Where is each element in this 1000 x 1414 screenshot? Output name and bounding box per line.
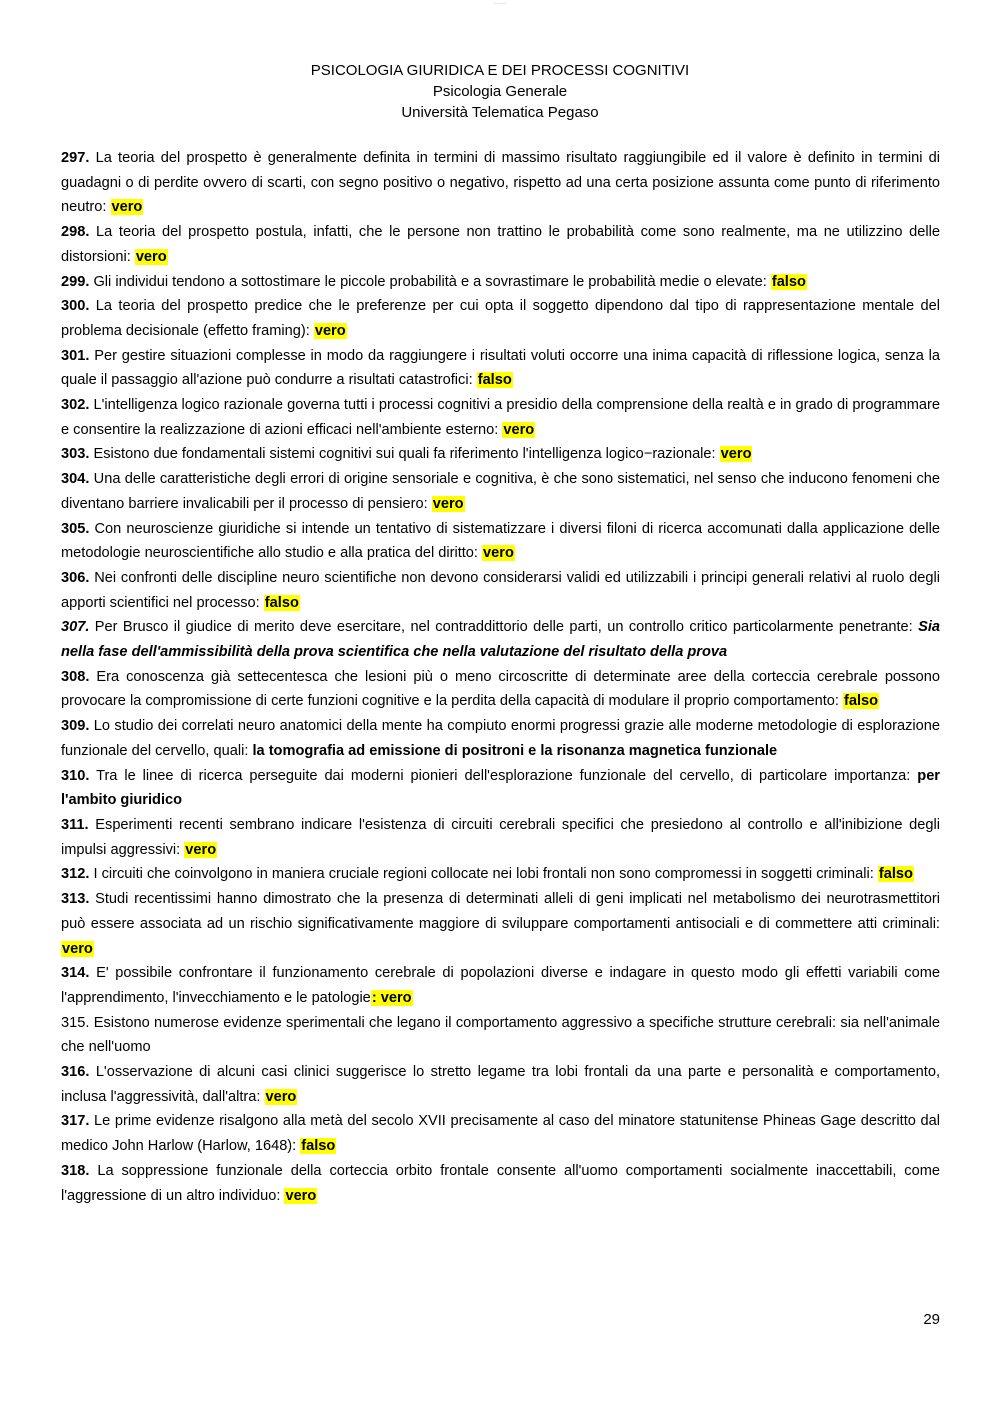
highlighted-answer: vero bbox=[432, 495, 464, 512]
question-number: 307. bbox=[61, 619, 90, 636]
question-item bbox=[61, 1159, 940, 1208]
highlighted-answer: falso bbox=[477, 372, 512, 389]
question-text: Gli individui tendono a sottostimare le piccole probabilità e a sovrastimare le probabilità medie o elevate: bbox=[89, 273, 771, 290]
highlighted-answer: : vero bbox=[371, 989, 412, 1006]
question-number: 311. bbox=[61, 816, 89, 833]
page-number: 29 bbox=[923, 1311, 940, 1328]
highlighted-answer: falso bbox=[878, 866, 913, 883]
document-header bbox=[0, 60, 1000, 123]
highlighted-answer: vero bbox=[720, 446, 752, 463]
question-item bbox=[61, 1011, 940, 1060]
question-number: 308. bbox=[61, 668, 90, 685]
question-item bbox=[61, 615, 940, 664]
question-number: 299. bbox=[61, 273, 90, 290]
question-number: 297. bbox=[61, 150, 90, 166]
question-list bbox=[61, 146, 940, 1208]
question-item bbox=[61, 294, 940, 343]
question-text: La teoria del prospetto predice che le preferenze per cui opta il soggetto dipendono dal tipo di rappresentazione mentale del problema decisionale (effetto framing): bbox=[61, 298, 940, 339]
question-text: Esistono numerose evidenze sperimentali che legano il comportamento aggressivo a specifiche strutture cerebrali: sia nell'animale che nell'uomo bbox=[61, 1014, 940, 1056]
question-text: I circuiti che coinvolgono in maniera cruciale regioni collocate nei lobi frontali non sono compromessi in soggetti criminali: bbox=[89, 866, 878, 883]
highlighted-answer: vero bbox=[135, 248, 167, 265]
highlighted-answer: falso bbox=[771, 273, 806, 290]
highlighted-answer: vero bbox=[285, 1187, 317, 1204]
question-text: Con neuroscienze giuridiche si intende un tentativo di sistematizzare i diversi filoni di ricerca accomunati dalla applicazione delle metodologie neuroscientifiche allo studio e alla pratica del diritto: bbox=[61, 520, 940, 562]
question-text: Lo studio dei correlati neuro anatomici della mente ha compiuto enormi progressi grazie alle moderne metodologie di esplorazione funzionale del cervello, quali: bbox=[61, 718, 940, 759]
top-mark: — —— bbox=[493, 0, 507, 5]
question-item bbox=[61, 887, 940, 961]
question-number: 305. bbox=[61, 520, 90, 537]
question-number: 302. bbox=[61, 397, 90, 414]
question-number: 301. bbox=[61, 347, 90, 364]
question-text: L'intelligenza logico razionale governa tutti i processi cognitivi a presidio della comprensione della realtà e in grado di programmare e consentire la realizzazione di azioni efficaci nell'ambiente esterno: bbox=[61, 397, 940, 438]
university-name: Università Telematica Pegaso bbox=[401, 104, 599, 121]
question-item bbox=[61, 862, 940, 887]
question-text: Esistono due fondamentali sistemi cognitivi sui quali fa riferimento l'intelligenza logico−razionale: bbox=[89, 446, 720, 463]
question-number: 310. bbox=[61, 767, 90, 784]
question-number: 318. bbox=[61, 1162, 90, 1179]
question-text: Per gestire situazioni complesse in modo da raggiungere i risultati voluti occorre una inima capacità di riflessione logica, senza la quale il passaggio all'azione può condurre a risultati catastrofici: bbox=[61, 347, 940, 389]
question-item bbox=[61, 442, 940, 467]
question-number: 314. bbox=[61, 965, 90, 982]
question-number: 303. bbox=[61, 446, 90, 463]
question-text: Una delle caratteristiche degli errori di origine sensoriale e cognitiva, è che sono sistematici, nel senso che inducono fenomeni che diventano barriere invalicabili per il processo di pensiero: bbox=[61, 471, 940, 512]
question-number: 312. bbox=[61, 866, 90, 883]
highlighted-answer: falso bbox=[843, 693, 879, 710]
question-item bbox=[61, 1109, 940, 1158]
question-text: Studi recentissimi hanno dimostrato che la presenza di determinati alleli di geni implicati nel metabolismo dei neurotrasmettitori può essere associata ad un rischio significativamente maggiore di sviluppare comportamenti antisociali e di commettere atti criminali: bbox=[61, 891, 940, 932]
question-number: 304. bbox=[61, 471, 90, 488]
question-text: La teoria del prospetto postula, infatti, che le persone non trattino le probabilità come sono realmente, ma ne utilizzino delle distorsioni: bbox=[61, 224, 940, 265]
question-text: Tra le linee di ricerca perseguite dai moderni pionieri dell'esplorazione funzionale del cervello, di particolare importanza: bbox=[89, 767, 918, 784]
answer-text: la tomografia ad emissione di positroni e la risonanza magnetica funzionale bbox=[252, 742, 778, 759]
question-number: 317. bbox=[61, 1113, 90, 1130]
highlighted-answer: vero bbox=[111, 199, 143, 216]
question-item bbox=[61, 764, 940, 813]
question-number: 306. bbox=[61, 569, 90, 586]
question-text: Le prime evidenze risalgono alla metà del secolo XVII precisamente al caso del minatore statunitense Phineas Gage descritto dal medico John Harlow (Harlow, 1648): bbox=[61, 1113, 940, 1155]
highlighted-answer: vero bbox=[503, 421, 535, 438]
highlighted-answer: falso bbox=[264, 594, 299, 611]
question-text: La teoria del prospetto è generalmente definita in termini di massimo risultato raggiungibile ed il valore è definito in termini di guadagni o di perdite ovvero di scarti, con segno positivo o negativo, rispetto ad una certa posizione assunta come punto di riferimento neutro: bbox=[61, 150, 940, 216]
question-number: 298. bbox=[61, 224, 90, 241]
question-text: Nei confronti delle discipline neuro scientifiche non devono considerarsi validi ed utilizzabili i principi generali relativi al ruolo degli apporti scientifici nel processo: bbox=[61, 569, 940, 611]
question-number: 300. bbox=[61, 298, 90, 315]
question-text: E' possibile confrontare il funzionamento cerebrale di popolazioni diverse e indagare in questo modo gli effetti variabili come l'apprendimento, l'invecchiamento e le patologie bbox=[61, 965, 940, 1006]
question-item bbox=[61, 467, 940, 516]
highlighted-answer: falso bbox=[301, 1138, 336, 1155]
question-text: Era conoscenza già settecentesca che lesioni più o meno circoscritte di determinate aree della corteccia cerebrale possono provocare la compromissione di certe funzioni cognitive e la perdita della capacità di modulare il proprio comportamento: bbox=[61, 668, 940, 710]
question-item bbox=[61, 961, 940, 1010]
question-item bbox=[61, 665, 940, 714]
question-number: 316. bbox=[61, 1064, 90, 1081]
highlighted-answer: vero bbox=[314, 322, 346, 339]
answer-text: Sia nella fase dell'ammissibilità della prova scientifica che nella valutazione del risultato della prova bbox=[61, 619, 940, 661]
question-number: 315. bbox=[61, 1014, 90, 1031]
question-item bbox=[61, 813, 940, 862]
question-item bbox=[61, 270, 940, 295]
highlighted-answer: vero bbox=[265, 1088, 297, 1105]
question-text: Per Brusco il giudice di merito deve esercitare, nel contraddittorio delle parti, un controllo critico particolarmente penetrante: bbox=[89, 619, 919, 636]
question-item bbox=[61, 566, 940, 615]
subject-title: Psicologia Generale bbox=[432, 83, 568, 100]
question-text: Esperimenti recenti sembrano indicare l'esistenza di circuiti cerebrali specifici che presiedono al controllo e all'inibizione degli impulsi aggressivi: bbox=[61, 816, 940, 858]
question-number: 313. bbox=[61, 891, 90, 908]
question-item bbox=[61, 1060, 940, 1109]
question-item bbox=[61, 344, 940, 393]
course-title: PSICOLOGIA GIURIDICA E DEI PROCESSI COGNITIVI bbox=[310, 62, 690, 79]
highlighted-answer: vero bbox=[62, 940, 93, 957]
question-item bbox=[61, 517, 940, 566]
question-item bbox=[61, 146, 940, 220]
question-item bbox=[61, 714, 940, 763]
question-text: L'osservazione di alcuni casi clinici suggerisce lo stretto legame tra lobi frontali da una parte e personalità e comportamento, inclusa l'aggressività, dall'altra: bbox=[61, 1064, 940, 1105]
question-item bbox=[61, 220, 940, 269]
answer-text: per l'ambito giuridico bbox=[61, 767, 940, 809]
question-item bbox=[61, 393, 940, 442]
question-number: 309. bbox=[61, 718, 90, 735]
highlighted-answer: vero bbox=[483, 545, 514, 562]
highlighted-answer: vero bbox=[185, 841, 217, 858]
question-text: La soppressione funzionale della corteccia orbito frontale consente all'uomo comportamenti socialmente inaccettabili, come l'aggressione di un altro individuo: bbox=[61, 1162, 940, 1204]
